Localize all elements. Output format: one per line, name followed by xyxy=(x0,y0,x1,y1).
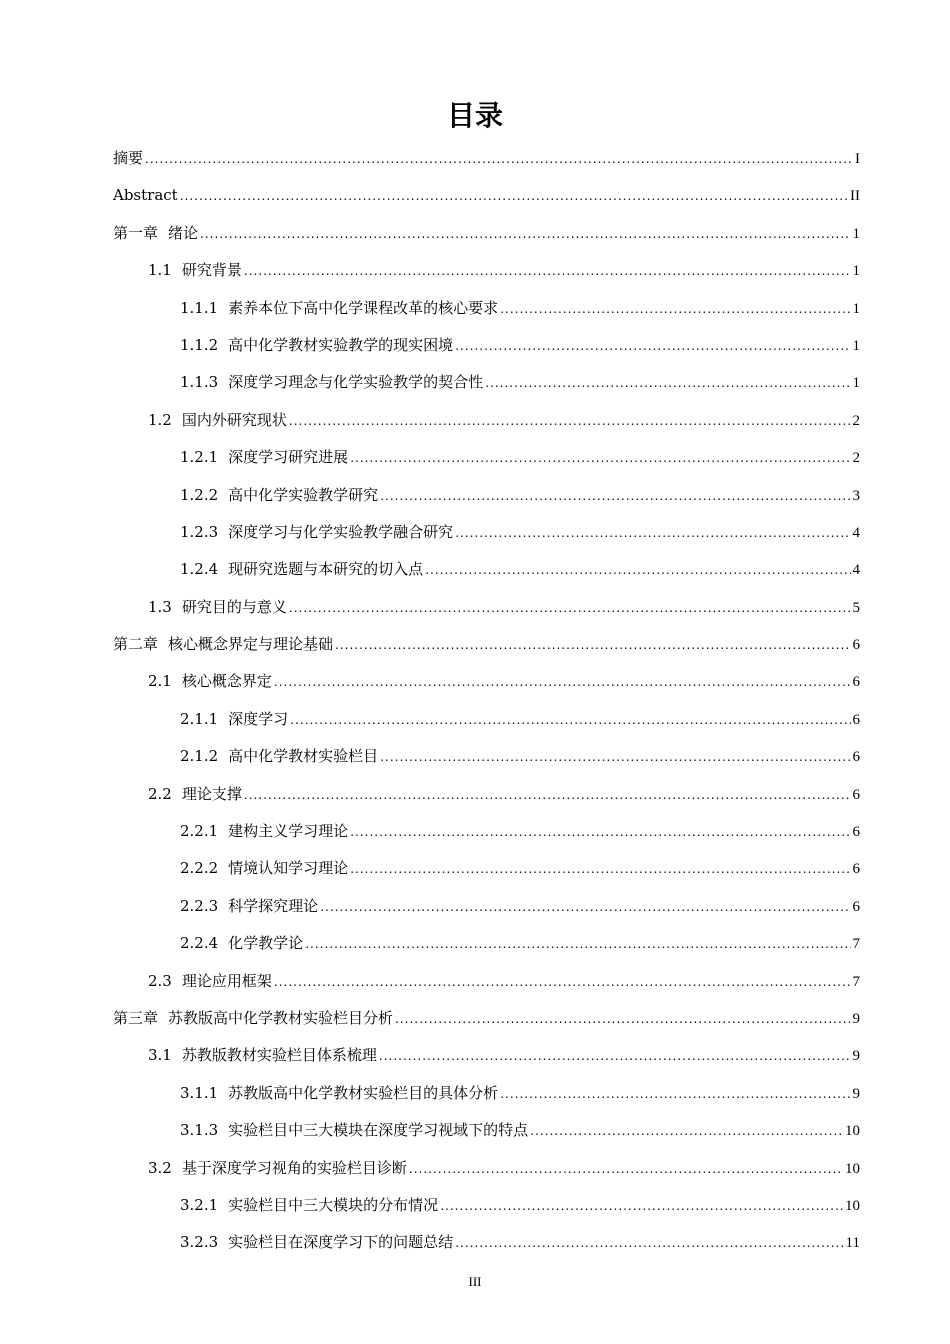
toc-entry-page: 1 xyxy=(852,375,860,392)
toc-entry-number: 2.3 xyxy=(148,971,172,990)
toc-leader-dots xyxy=(485,365,850,402)
toc-leader-dots xyxy=(180,178,848,215)
toc-entry-label: 化学教学论 xyxy=(228,934,304,953)
toc-entry-label: 高中化学教材实验教学的现实困境 xyxy=(228,335,454,354)
toc-entry-number: 1.2.3 xyxy=(180,522,219,541)
toc-entry[interactable] xyxy=(113,738,860,775)
toc-leader-dots xyxy=(289,590,851,627)
toc-leader-dots xyxy=(350,814,850,851)
toc-entry-label: 高中化学实验教学研究 xyxy=(228,485,379,504)
toc-entry[interactable] xyxy=(113,888,860,925)
toc-entry[interactable] xyxy=(113,140,860,177)
toc-entry[interactable] xyxy=(113,776,860,813)
toc-entry-label: 情境认知学习理论 xyxy=(228,859,349,878)
toc-leader-dots xyxy=(274,664,851,701)
toc-entry[interactable] xyxy=(113,1075,860,1112)
toc-entry[interactable] xyxy=(113,850,860,887)
toc-entry[interactable] xyxy=(113,290,860,327)
toc-entry-page: 2 xyxy=(852,450,860,467)
toc-entry-label: Abstract xyxy=(113,186,178,205)
toc-leader-dots xyxy=(305,926,850,963)
toc-entry-label: 基于深度学习视角的实验栏目诊断 xyxy=(181,1158,407,1177)
toc-entry[interactable] xyxy=(113,925,860,962)
toc-entry[interactable] xyxy=(113,177,860,214)
toc-entry-page: 1 xyxy=(852,337,860,354)
toc-entry[interactable] xyxy=(113,589,860,626)
toc-entry-label: 深度学习理念与化学实验教学的契合性 xyxy=(228,373,484,392)
toc-entry[interactable] xyxy=(113,701,860,738)
toc-entry-label: 建构主义学习理论 xyxy=(228,822,349,841)
toc-entry-number: 1.3 xyxy=(148,597,172,616)
toc-entry-page: 3 xyxy=(852,487,860,504)
toc-entry-label: 绪论 xyxy=(168,223,199,242)
toc-entry[interactable] xyxy=(113,364,860,401)
toc-leader-dots xyxy=(290,702,850,739)
toc-entry-number: 1.2.4 xyxy=(180,560,219,579)
toc-entry-number: 2.1.2 xyxy=(180,747,219,766)
toc-entry-page: 7 xyxy=(852,973,860,990)
toc-leader-dots xyxy=(455,328,850,365)
toc-entry-number: 2.2.1 xyxy=(180,822,219,841)
toc-entry-number: 3.1 xyxy=(148,1046,172,1065)
toc-entry-number: 3.2 xyxy=(148,1158,172,1177)
toc-entry-number: 1.1.1 xyxy=(180,298,219,317)
toc-entry-label: 实验栏目中三大模块的分布情况 xyxy=(228,1195,439,1214)
toc-entry[interactable] xyxy=(113,514,860,551)
toc-entry-label: 核心概念界定与理论基础 xyxy=(168,635,334,654)
toc-entry-number: 1.1.3 xyxy=(180,373,219,392)
toc-leader-dots xyxy=(380,739,850,776)
toc-entry-label: 理论支撑 xyxy=(181,784,242,803)
toc-entry[interactable] xyxy=(113,963,860,1000)
toc-entry-page: 6 xyxy=(852,749,860,766)
toc-entry-number: 3.1.3 xyxy=(180,1121,219,1140)
toc-entry[interactable] xyxy=(113,1187,860,1224)
toc-entry-page: 6 xyxy=(852,861,860,878)
toc-entry-page: 6 xyxy=(852,637,860,654)
toc-entry-label: 实验栏目在深度学习下的问题总结 xyxy=(228,1233,454,1252)
toc-entry-page: 10 xyxy=(845,1197,860,1214)
toc-entry-page: 6 xyxy=(852,711,860,728)
toc-leader-dots xyxy=(244,777,851,814)
toc-entry-page: 10 xyxy=(845,1123,860,1140)
page-title: 目录 xyxy=(446,99,503,132)
toc-entry[interactable] xyxy=(113,813,860,850)
toc-entry-page: 6 xyxy=(852,898,860,915)
toc-entry[interactable] xyxy=(113,1000,860,1037)
toc-entry-number: 第三章 xyxy=(113,1008,159,1027)
toc-entry-label: 深度学习与化学实验教学融合研究 xyxy=(228,522,454,541)
toc-entry-label: 科学探究理论 xyxy=(228,896,319,915)
toc-entry-number: 1.1 xyxy=(148,261,172,280)
toc-entry-page: 11 xyxy=(845,1235,860,1252)
toc-entry[interactable] xyxy=(113,1112,860,1149)
toc-leader-dots xyxy=(244,253,851,290)
toc-entry-number: 2.1 xyxy=(148,672,172,691)
toc-entry-label: 深度学习研究进展 xyxy=(228,448,349,467)
toc-entry-number: 3.2.1 xyxy=(180,1195,219,1214)
toc-entry-number: 3.1.1 xyxy=(180,1083,219,1102)
toc-entry[interactable] xyxy=(113,402,860,439)
toc-leader-dots xyxy=(379,1038,851,1075)
toc-entry[interactable] xyxy=(113,477,860,514)
toc-leader-dots xyxy=(409,1151,843,1188)
toc-entry-label: 核心概念界定 xyxy=(181,672,272,691)
toc-entry-page: 4 xyxy=(852,562,860,579)
toc-entry-page: 1 xyxy=(852,263,860,280)
toc-leader-dots xyxy=(289,403,851,440)
toc-entry-page: 9 xyxy=(852,1048,860,1065)
toc-entry-number: 2.2 xyxy=(148,784,172,803)
toc-leader-dots xyxy=(320,889,850,926)
toc-entry[interactable] xyxy=(113,439,860,476)
toc-entry[interactable] xyxy=(113,1150,860,1187)
toc-entry-number: 1.1.2 xyxy=(180,335,219,354)
toc-entry[interactable] xyxy=(113,252,860,289)
toc-entry-label: 素养本位下高中化学课程改革的核心要求 xyxy=(228,298,499,317)
toc-leader-dots xyxy=(200,216,850,253)
toc-entry-page: 1 xyxy=(852,225,860,242)
toc-entry-page: II xyxy=(850,188,860,205)
toc-entry-label: 高中化学教材实验栏目 xyxy=(228,747,379,766)
toc-entry-page: 9 xyxy=(852,1085,860,1102)
toc-entry[interactable] xyxy=(113,215,860,252)
toc-entry-label: 研究目的与意义 xyxy=(181,597,287,616)
toc-entry-number: 1.2.1 xyxy=(180,448,219,467)
toc-entry-label: 国内外研究现状 xyxy=(181,410,287,429)
toc-entry-page: 7 xyxy=(852,936,860,953)
toc-entry[interactable] xyxy=(113,626,860,663)
toc-entry-number: 2.2.4 xyxy=(180,934,219,953)
toc-leader-dots xyxy=(425,552,850,589)
toc-entry[interactable] xyxy=(113,663,860,700)
toc-entry-page: 1 xyxy=(852,300,860,317)
toc-entry-label: 现研究选题与本研究的切入点 xyxy=(228,560,424,579)
toc-entry[interactable] xyxy=(113,327,860,364)
toc-entry[interactable] xyxy=(113,1224,860,1261)
toc-entry-number: 2.2.2 xyxy=(180,859,219,878)
toc-entry-label: 苏教版教材实验栏目体系梳理 xyxy=(181,1046,377,1065)
toc-entry-page: 9 xyxy=(852,1010,860,1027)
toc-entry-label: 苏教版高中化学教材实验栏目分析 xyxy=(168,1008,394,1027)
toc-entry-label: 摘要 xyxy=(113,149,144,167)
toc-leader-dots xyxy=(145,141,853,178)
toc-leader-dots xyxy=(440,1188,843,1225)
toc-entry-page: 4 xyxy=(852,524,860,541)
toc-entry-page: 6 xyxy=(852,674,860,691)
toc-entry-page: I xyxy=(855,151,860,167)
toc-entry-label: 深度学习 xyxy=(228,709,289,728)
toc-entry-page: 10 xyxy=(845,1160,860,1177)
toc-leader-dots xyxy=(395,1001,850,1038)
toc-entry-label: 实验栏目中三大模块在深度学习视域下的特点 xyxy=(228,1121,529,1140)
toc-leader-dots xyxy=(350,440,850,477)
toc-leader-dots xyxy=(500,291,850,328)
toc-entry-number: 2.1.1 xyxy=(180,709,219,728)
toc-entry-number: 3.2.3 xyxy=(180,1233,219,1252)
toc-entry-number: 第一章 xyxy=(113,223,159,242)
toc-entry-page: 2 xyxy=(852,412,860,429)
toc-leader-dots xyxy=(380,478,850,515)
toc-entry[interactable] xyxy=(113,551,860,588)
toc-leader-dots xyxy=(500,1076,850,1113)
toc-entry-number: 1.2 xyxy=(148,410,172,429)
toc-entry-page: 6 xyxy=(852,824,860,841)
toc-entry-label: 理论应用框架 xyxy=(181,971,272,990)
toc-leader-dots xyxy=(350,851,850,888)
toc-entry-page: 6 xyxy=(852,786,860,803)
toc-entry-label: 研究背景 xyxy=(181,261,242,280)
page-number: III xyxy=(468,1274,482,1289)
toc-entry-number: 第二章 xyxy=(113,635,159,654)
toc-leader-dots xyxy=(455,1225,843,1262)
toc-entry-number: 2.2.3 xyxy=(180,896,219,915)
toc-entry-label: 苏教版高中化学教材实验栏目的具体分析 xyxy=(228,1083,499,1102)
toc-leader-dots xyxy=(530,1113,843,1150)
table-of-contents xyxy=(113,140,860,1262)
toc-entry-number: 1.2.2 xyxy=(180,485,219,504)
toc-leader-dots xyxy=(455,515,850,552)
toc-entry[interactable] xyxy=(113,1037,860,1074)
toc-leader-dots xyxy=(274,964,851,1001)
toc-leader-dots xyxy=(335,627,850,664)
toc-entry-page: 5 xyxy=(852,599,860,616)
